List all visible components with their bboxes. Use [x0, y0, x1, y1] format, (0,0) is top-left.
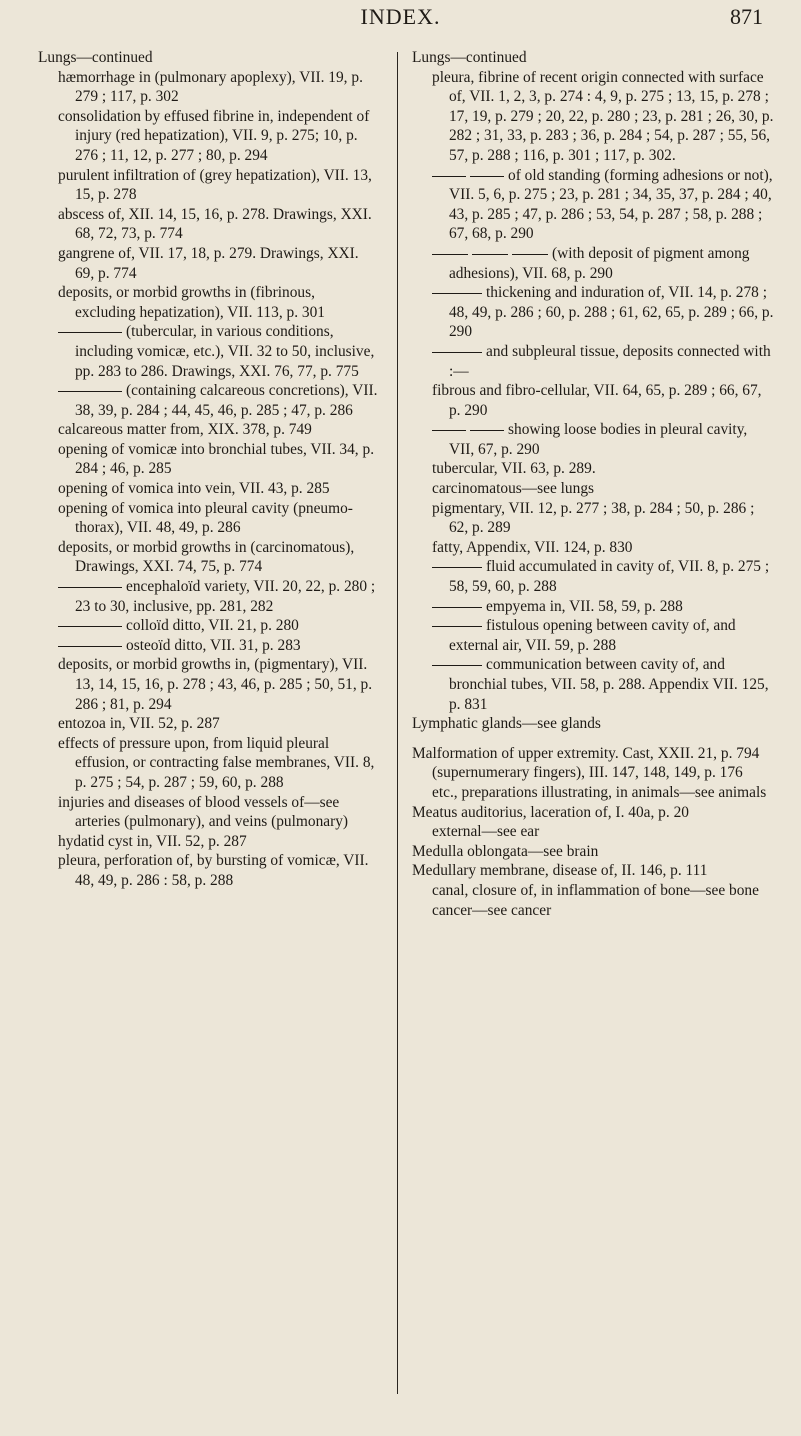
ditto-dash [432, 352, 482, 353]
ditto-dash [432, 567, 482, 568]
column-divider [397, 52, 398, 1394]
entry-text: calcareous matter from, XIX. 378, p. 749 [58, 421, 312, 439]
entry-text: external—see ear [432, 823, 540, 841]
entry-text: communication between cavity of, and bronchial tubes, VII. 58, p. 288. Appendix VII. 125, p. 831 [448, 656, 769, 713]
index-entry [412, 166, 774, 244]
entry-text: canal, closure of, in inflammation of bone—see bone [432, 881, 759, 899]
index-entry [38, 381, 378, 420]
ditto-dash [432, 254, 468, 255]
entry-text: injuries and diseases of blood vessels of—see arteries (pulmonary), and veins (pulmonary) [58, 793, 349, 831]
ditto-dash [58, 646, 122, 647]
index-entry [38, 793, 378, 832]
index-entry [412, 557, 774, 596]
index-entry [412, 616, 774, 655]
ditto-dash [432, 176, 466, 177]
entry-text: of old standing (forming adhesions or not), VII. 5, 6, p. 275 ; 23, p. 281 ; 34, 35, 37, p. 284 ; 40, 43, p. 285 ; 47, p. 286 ; 53, 54, p. 287 ; 58, p. 288 ; 67, 68, p. 290 [448, 166, 773, 243]
index-entry [38, 244, 378, 283]
entry-text: showing loose bodies in pleural cavity, VII, 67, p. 290 [448, 421, 748, 458]
entry-text: pigmentary, VII. 12, p. 277 ; 38, p. 284 ; 50, p. 286 ; 62, p. 289 [432, 499, 755, 537]
right-column [412, 48, 774, 920]
index-entry [38, 499, 378, 538]
entry-text: pleura, fibrine of recent origin connected with surface of, VII. 1, 2, 3, p. 274 : 4, 9, p. 275 ; 13, 15, p. 278 ; 17, 19, p. 279 ; 20, 22, p. 280 ; 23, p. 281 ; 26, 30, p. 282 ; 31, 33, p. 283 ; 36, p. 284 ; 54, p. 287 ; 55, 56, 57, p. 288 ; 116, p. 301 ; 117, p. 302. [432, 68, 774, 164]
index-entry [412, 342, 774, 381]
entry-text: and subpleural tissue, deposits connected with :— [448, 342, 771, 380]
entry-text: opening of vomicæ into bronchial tubes, VII. 34, p. 284 ; 46, p. 285 [58, 440, 375, 478]
index-entry [412, 68, 774, 166]
index-entry [412, 842, 774, 862]
entry-text: (with deposit of pigment among adhesions), VII. 68, p. 290 [448, 244, 750, 282]
ditto-dash [470, 430, 504, 431]
entry-text: carcinomatous—see lungs [432, 480, 595, 498]
index-entry [38, 636, 378, 656]
entry-text: fatty, Appendix, VII. 124, p. 830 [432, 538, 633, 556]
entry-text: (supernumerary fingers), III. 147, 148, 149, p. 176 [432, 764, 743, 782]
entry-gap [412, 734, 774, 744]
entry-text: fluid accumulated in cavity of, VII. 8, p. 275 ; 58, 59, 60, p. 288 [448, 558, 770, 596]
index-entry [38, 734, 378, 793]
index-entry [412, 901, 774, 921]
index-entry [38, 166, 378, 205]
index-entry [38, 440, 378, 479]
index-entry [412, 861, 774, 881]
entry-text: purulent infiltration of (grey hepatization), VII. 13, 15, p. 278 [58, 166, 372, 204]
ditto-dash [58, 626, 122, 627]
entry-text: Medulla oblongata—see brain [412, 842, 599, 860]
entry-text: Meatus auditorius, laceration of, I. 40a, p. 20 [412, 803, 689, 821]
entry-text: abscess of, XII. 14, 15, 16, p. 278. Drawings, XXI. 68, 72, 73, p. 774 [58, 205, 372, 243]
index-entry [412, 48, 774, 68]
entry-text: fistulous opening between cavity of, and external air, VII. 59, p. 288 [448, 617, 736, 654]
ditto-dash [432, 665, 482, 666]
entry-text: tubercular, VII. 63, p. 289. [432, 460, 596, 478]
entry-text: effects of pressure upon, from liquid pleural effusion, or contracting false membranes, VII. 8, p. 275 ; 54, p. 287 ; 59, 60, p. 288 [58, 734, 375, 791]
entry-text: colloïd ditto, VII. 21, p. 280 [126, 617, 299, 635]
index-entry [412, 499, 774, 538]
entry-text: (tubercular, in various conditions, including vomicæ, etc.), VII. 32 to 50, inclusive, pp. 283 to 286. Drawings, XXI. 76, 77, p. 775 [74, 323, 375, 380]
entry-text: Lungs—continued [412, 49, 527, 66]
index-entry [38, 851, 378, 890]
index-entry [412, 244, 774, 283]
index-entry [38, 538, 378, 577]
index-entry [38, 479, 378, 499]
index-entry [412, 744, 774, 764]
entry-text: encephaloïd variety, VII. 20, 22, p. 280 ; 23 to 30, inclusive, pp. 281, 282 [74, 578, 376, 615]
index-entry [412, 538, 774, 558]
index-entry [412, 655, 774, 714]
entry-text: cancer—see cancer [432, 901, 552, 919]
index-entry [38, 616, 378, 636]
ditto-dash [512, 254, 548, 255]
index-entry [412, 803, 774, 823]
ditto-dash [472, 254, 508, 255]
entry-text: deposits, or morbid growths in, (pigmentary), VII. 13, 14, 15, 16, p. 278 ; 43, 46, p. 285 ; 50, 51, p. 286 ; 81, p. 294 [58, 656, 373, 713]
entry-text: Lungs—continued [38, 49, 153, 66]
index-entry [38, 205, 378, 244]
entry-text: empyema in, VII. 58, 59, p. 288 [486, 597, 683, 615]
index-entry [412, 822, 774, 842]
index-entry [412, 783, 774, 803]
ditto-dash [432, 626, 482, 627]
entry-text: deposits, or morbid growths in (carcinomatous), Drawings, XXI. 74, 75, p. 774 [58, 538, 355, 576]
index-entry [38, 322, 378, 381]
entry-text: pleura, perforation of, by bursting of vomicæ, VII. 48, 49, p. 286 : 58, p. 288 [58, 852, 369, 889]
index-entry [38, 655, 378, 714]
index-entry [412, 420, 774, 459]
index-entry [38, 714, 378, 734]
entry-text: opening of vomica into vein, VII. 43, p. 285 [58, 480, 330, 498]
entry-text: hydatid cyst in, VII. 52, p. 287 [58, 832, 247, 850]
index-entry [38, 420, 378, 440]
index-entry [412, 283, 774, 342]
entry-text: fibrous and fibro-cellular, VII. 64, 65, p. 289 ; 66, 67, p. 290 [432, 382, 762, 419]
entry-text: (containing calcareous concretions), VII. 38, 39, p. 284 ; 44, 45, 46, p. 285 ; 47, p. 286 [74, 382, 378, 419]
ditto-dash [58, 332, 122, 333]
ditto-dash [58, 587, 122, 588]
ditto-dash [470, 176, 504, 177]
entry-text: Malformation of upper extremity. Cast, XXII. 21, p. 794 [412, 744, 760, 762]
entry-text: thickening and induration of, VII. 14, p. 278 ; 48, 49, p. 286 ; 60, p. 288 ; 61, 62, 65, p. 289 ; 66, p. 290 [448, 284, 774, 341]
page-header [0, 4, 801, 44]
entry-text: hæmorrhage in (pulmonary apoplexy), VII. 19, p. 279 ; 117, p. 302 [58, 68, 363, 106]
index-entry [38, 68, 378, 107]
page-number: 871 [730, 4, 763, 29]
entry-text: etc., preparations illustrating, in animals—see animals [432, 783, 767, 801]
ditto-dash [432, 293, 482, 294]
entry-text: osteoïd ditto, VII. 31, p. 283 [126, 636, 301, 654]
index-entry [412, 881, 774, 901]
entry-text: entozoa in, VII. 52, p. 287 [58, 715, 220, 733]
index-entry [38, 107, 378, 166]
index-entry [38, 832, 378, 852]
index-entry [38, 283, 378, 322]
index-entry [412, 597, 774, 617]
entry-text: Medullary membrane, disease of, II. 146, p. 111 [412, 862, 708, 880]
index-entry [412, 714, 774, 734]
entry-text: deposits, or morbid growths in (fibrinous, excluding hepatization), VII. 113, p. 301 [58, 284, 325, 321]
index-entry [38, 48, 378, 68]
index-entry [412, 479, 774, 499]
index-entry [412, 381, 774, 420]
running-title: INDEX. [360, 4, 441, 29]
entry-text: consolidation by effused fibrine in, independent of injury (red hepatization), VII. 9, p. 275; 10, p. 276 ; 11, 12, p. 277 ; 80, p. 294 [58, 107, 370, 164]
ditto-dash [432, 430, 466, 431]
index-entry [412, 763, 774, 783]
entry-text: gangrene of, VII. 17, 18, p. 279. Drawings, XXI. 69, p. 774 [58, 244, 359, 282]
entry-text: opening of vomica into pleural cavity (pneumo-thorax), VII. 48, 49, p. 286 [58, 499, 353, 537]
ditto-dash [58, 391, 122, 392]
index-entry [38, 577, 378, 616]
left-column [38, 48, 378, 891]
ditto-dash [432, 607, 482, 608]
index-entry [412, 459, 774, 479]
entry-text: Lymphatic glands—see glands [412, 715, 601, 733]
